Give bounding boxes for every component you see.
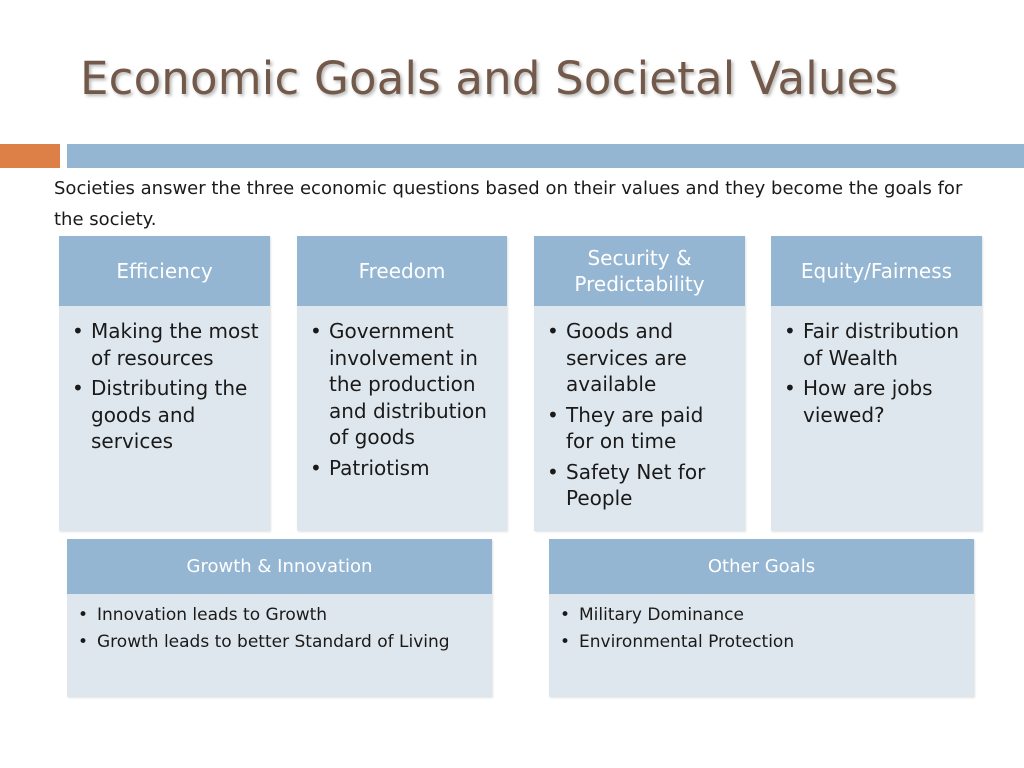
card-body [549, 594, 974, 697]
card-heading: Equity/Fairness [771, 236, 982, 306]
list-item: • Government involvement in the production and distribution of goods [310, 318, 499, 451]
card-body [771, 306, 982, 531]
list-item: • Fair distribution of Wealth [784, 318, 974, 371]
card-heading: Growth & Innovation [67, 539, 492, 594]
card-heading: Efficiency [59, 236, 270, 306]
card-body [534, 306, 745, 531]
card-body [59, 306, 270, 531]
bullet-list [784, 318, 974, 428]
accent-bar-orange [0, 144, 60, 168]
bullet-list [560, 603, 966, 655]
list-item: • Environmental Protection [560, 630, 966, 655]
card-heading: Other Goals [549, 539, 974, 594]
card-efficiency [59, 236, 270, 531]
card-security [534, 236, 745, 531]
card-body [297, 306, 507, 531]
intro-text: Societies answer the three economic questions based on their values and they become the goals for the society. [54, 178, 963, 230]
list-item: • Military Dominance [560, 603, 966, 628]
list-item: • Patriotism [310, 455, 499, 482]
list-item: • Making the most of resources [72, 318, 262, 371]
bullet-list [310, 318, 499, 481]
accent-bar-blue [67, 144, 1024, 168]
list-item: • Growth leads to better Standard of Living [78, 630, 484, 655]
card-freedom [297, 236, 507, 531]
bullet-list [72, 318, 262, 455]
list-item: • Safety Net for People [547, 459, 737, 512]
list-item: • Innovation leads to Growth [78, 603, 484, 628]
card-heading: Security & Predictability [534, 236, 745, 306]
card-heading: Freedom [297, 236, 507, 306]
list-item: • How are jobs viewed? [784, 375, 974, 428]
card-growth-innovation [67, 539, 492, 697]
bullet-list [78, 603, 484, 655]
card-equity [771, 236, 982, 531]
bullet-list [547, 318, 737, 512]
page-title: Economic Goals and Societal Values [80, 52, 899, 105]
list-item: • Goods and services are available [547, 318, 737, 398]
list-item: • They are paid for on time [547, 402, 737, 455]
card-body [67, 594, 492, 697]
list-item: • Distributing the goods and services [72, 375, 262, 455]
card-other-goals [549, 539, 974, 697]
